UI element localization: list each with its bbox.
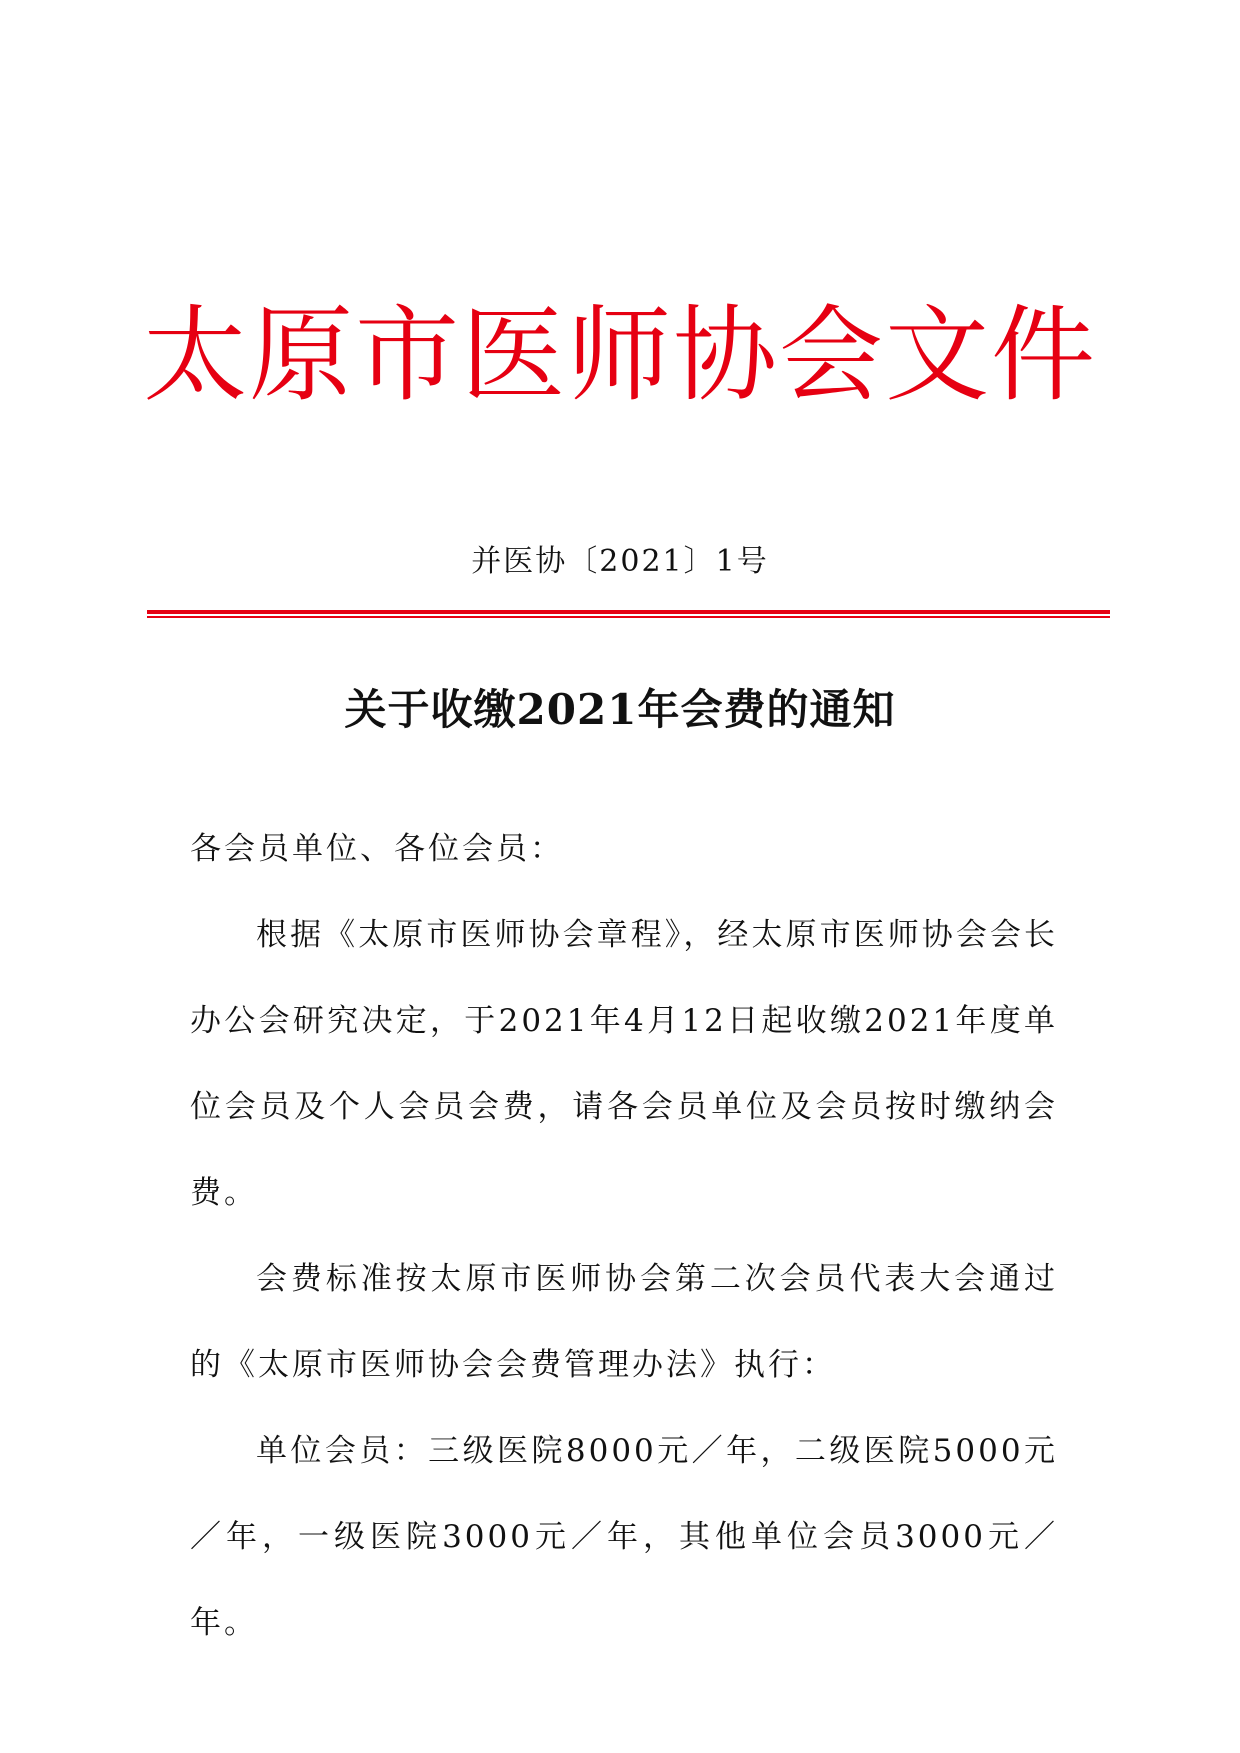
red-separator-line: [147, 610, 1110, 619]
masthead-title: 太原市医师协会文件: [142, 294, 1097, 416]
paragraph-unit-member-fees: 单位会员：三级医院8000元／年，二级医院5000元／年，一级医院3000元／年，其他单位会员3000元／年。: [190, 1433, 1058, 1641]
document-number: 并医协〔2021〕1号: [471, 544, 769, 579]
red-rule-thin: [147, 616, 1110, 618]
salutation: 各会员单位、各位会员：: [190, 831, 564, 867]
red-rule-thick: [147, 610, 1110, 614]
notice-title: 关于收缴2021年会费的通知: [344, 685, 896, 734]
notice-body: [190, 806, 1058, 1666]
paragraph-basis: 根据《太原市医师协会章程》，经太原市医师协会会长办公会研究决定，于2021年4月12日起收缴2021年度单位会员及个人会员会费，请各会员单位及会员按时缴纳会费。: [190, 917, 1058, 1211]
paragraph-fee-standard: 会费标准按太原市医师协会第二次会员代表大会通过的《太原市医师协会会费管理办法》执行：: [190, 1261, 1058, 1383]
